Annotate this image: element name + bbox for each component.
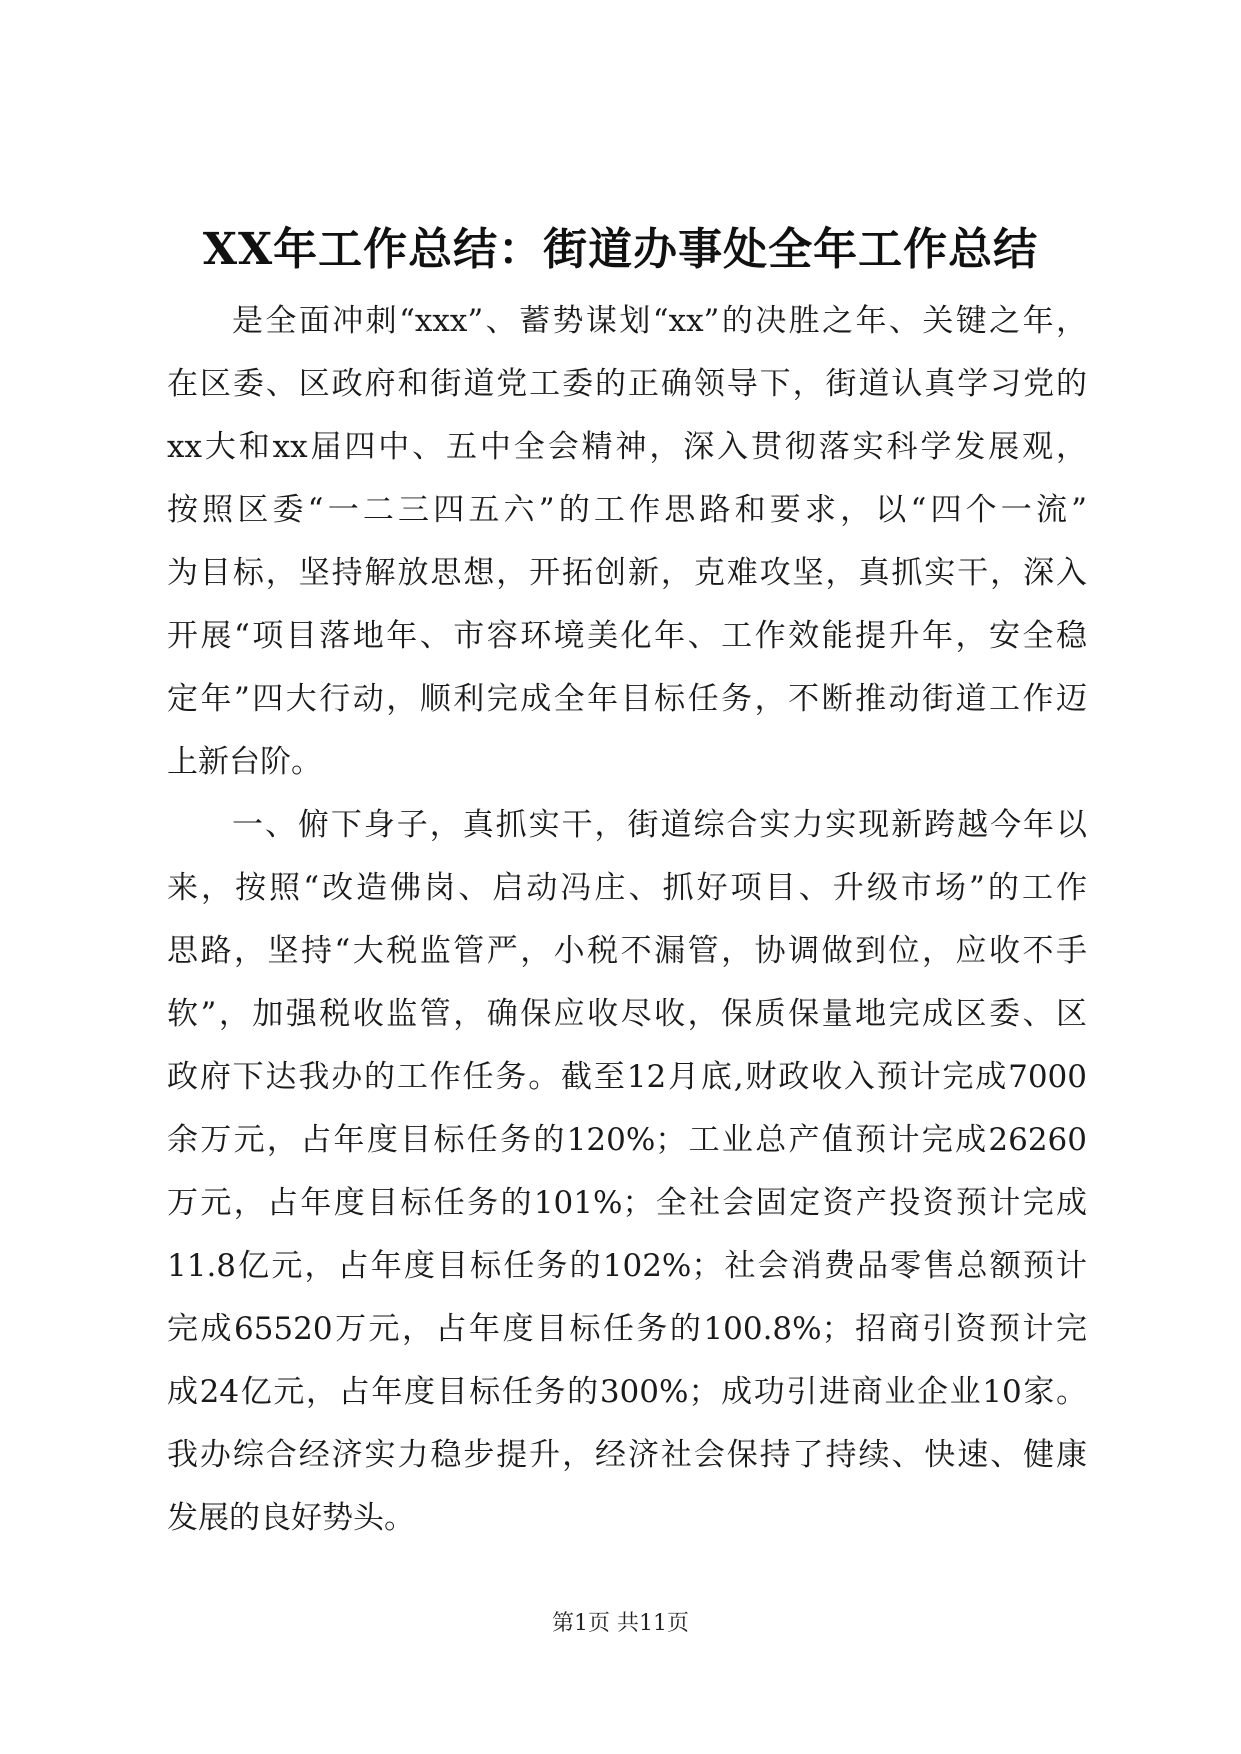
paragraph-line: 政府下达我办的工作任务。截至12月底,财政收入预计完成7000 [167, 1059, 1087, 1095]
paragraph-line: 为目标，坚持解放思想，开拓创新，克难攻坚，真抓实干，深入 [167, 555, 1087, 591]
paragraph-line: xx大和xx届四中、五中全会精神，深入贯彻落实科学发展观， [167, 429, 1087, 465]
paragraph-line: 来，按照“改造佛岗、启动冯庄、抓好项目、升级市场”的工作 [167, 870, 1087, 906]
paragraph-line: 我办综合经济实力稳步提升，经济社会保持了持续、快速、健康 [167, 1437, 1087, 1473]
paragraph-line: 在区委、区政府和街道党工委的正确领导下，街道认真学习党的 [167, 366, 1087, 402]
document-body [167, 290, 1087, 1550]
paragraph-line: 定年”四大行动，顺利完成全年目标任务，不断推动街道工作迈 [167, 681, 1087, 717]
paragraph-line: 一、俯下身子，真抓实干，街道综合实力实现新跨越今年以 [232, 807, 1087, 843]
paragraph-line: 软”，加强税收监管，确保应收尽收，保质保量地完成区委、区 [167, 996, 1087, 1032]
paragraph-line: 成24亿元，占年度目标任务的300%；成功引进商业企业10家。 [167, 1374, 1087, 1410]
paragraph-line: 完成65520万元，占年度目标任务的100.8%；招商引资预计完 [167, 1311, 1087, 1347]
paragraph-2 [167, 794, 1087, 1550]
document-title: XX年工作总结：街道办事处全年工作总结 [202, 224, 1039, 275]
paragraph-line: 是全面冲刺“xxx”、蓄势谋划“xx”的决胜之年、关键之年， [232, 303, 1087, 339]
page-number-footer: 第1页 共11页 [552, 1611, 689, 1636]
paragraph-1 [167, 290, 1087, 794]
paragraph-line: 思路，坚持“大税监管严，小税不漏管，协调做到位，应收不手 [167, 933, 1087, 969]
paragraph-line: 余万元，占年度目标任务的120%；工业总产值预计完成26260 [167, 1122, 1087, 1158]
paragraph-line: 上新台阶。 [167, 744, 322, 780]
paragraph-line: 发展的良好势头。 [167, 1500, 415, 1536]
paragraph-line: 万元，占年度目标任务的101%；全社会固定资产投资预计完成 [167, 1185, 1087, 1221]
paragraph-line: 开展“项目落地年、市容环境美化年、工作效能提升年，安全稳 [167, 618, 1087, 654]
paragraph-line: 11.8亿元，占年度目标任务的102%；社会消费品零售总额预计 [167, 1248, 1087, 1284]
paragraph-line: 按照区委“一二三四五六”的工作思路和要求，以“四个一流” [167, 492, 1087, 528]
